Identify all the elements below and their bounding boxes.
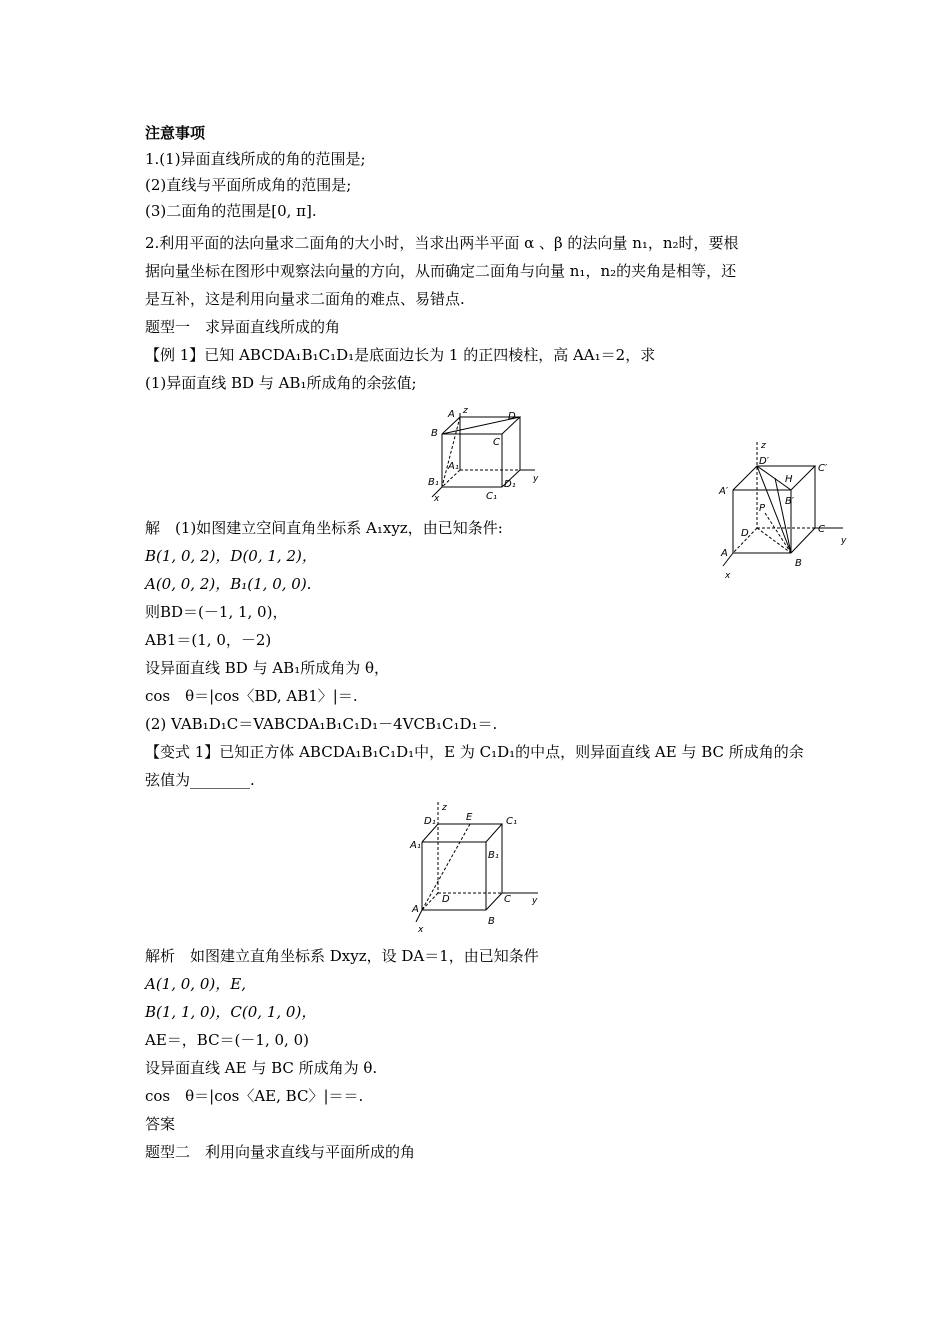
fig3-label-A1: A₁ <box>410 840 421 851</box>
variant1-answer-line-1: 解析 如图建立直角坐标系 Dxyz，设 DA＝1，由已知条件 <box>145 947 539 965</box>
figure-cube-e <box>408 798 548 938</box>
fig1-label-z: z <box>463 406 468 416</box>
variant1-answer-line-5: 设异面直线 AE 与 BC 所成角为 θ. <box>145 1059 378 1077</box>
fig3-label-x: x <box>418 925 424 935</box>
figure-cube-hp <box>715 438 850 583</box>
note-line-5: 据向量坐标在图形中观察法向量的方向，从而确定二面角与向量 n₁，n₂的夹角是相等，还 <box>145 262 737 280</box>
fig2-label-z: z <box>761 441 766 451</box>
solution1-line-5: AB1＝(1, 0，－2) <box>145 631 272 649</box>
fig3-label-B: B <box>488 916 495 927</box>
note-line-3: (3)二面角的范围是[0, π]. <box>145 202 317 220</box>
note-line-6: 是互补，这是利用向量求二面角的难点、易错点. <box>145 290 465 308</box>
fig3-label-z: z <box>442 803 447 813</box>
fig3-label-C: C <box>504 894 511 905</box>
fig2-label-P: P <box>759 503 766 514</box>
variant1-answer-line-2: A(1, 0, 0)，E, <box>145 975 246 993</box>
variant1-question-line-2: 弦值为________. <box>145 771 255 789</box>
type2-title: 题型二 利用向量求直线与平面所成的角 <box>145 1143 416 1161</box>
solution1-line-7: cos θ＝|cos〈BD, AB1〉|＝. <box>145 687 358 705</box>
fig1-label-D1: D₁ <box>504 479 516 490</box>
type1-title: 题型一 求异面直线所成的角 <box>145 318 341 336</box>
fig1-label-x: x <box>434 494 440 503</box>
solution1-line-8: (2) VAB₁D₁C＝VABCDA₁B₁C₁D₁－4VCB₁C₁D₁＝. <box>145 715 498 733</box>
variant1-answer-line-6: cos θ＝|cos〈AE, BC〉|＝＝. <box>145 1087 364 1105</box>
note-line-4: 2.利用平面的法向量求二面角的大小时，当求出两半平面 α 、β 的法向量 n₁，n₂时，要根 <box>145 234 739 252</box>
fig2-label-y: y <box>841 536 847 546</box>
fig3-label-D1: D₁ <box>424 816 436 827</box>
fig1-label-D: D <box>508 411 516 422</box>
fig2-label-C: C <box>818 524 825 535</box>
variant1-question-line-1: 【变式 1】已知正方体 ABCDA₁B₁C₁D₁中，E 为 C₁D₁的中点，则异面直线 AE 与 BC 所成角的余 <box>145 743 804 761</box>
fig1-label-y: y <box>533 474 539 484</box>
fig2-label-H: H <box>785 474 793 485</box>
fig2-label-B: B <box>795 558 802 569</box>
example1-statement: 【例 1】已知 ABCDA₁B₁C₁D₁是底面边长为 1 的正四棱柱，高 AA₁＝2，求 <box>145 346 656 364</box>
fig1-label-C1: C₁ <box>486 491 497 502</box>
variant1-answer-line-3: B(1, 1, 0)，C(0, 1, 0)， <box>145 1003 317 1021</box>
variant1-answer-line-4: AE＝，BC＝(－1, 0, 0) <box>145 1031 309 1049</box>
fig2-label-x: x <box>725 571 731 581</box>
fig3-label-C1: C₁ <box>506 816 517 827</box>
fig3-label-y: y <box>532 896 538 906</box>
fig2-label-Ap: A′ <box>719 486 729 497</box>
fig1-label-A1: A₁ <box>448 461 459 472</box>
solution1-line-1: 解 (1)如图建立空间直角坐标系 A₁xyz，由已知条件: <box>145 519 503 537</box>
figure-prism <box>420 405 540 503</box>
note-line-1: 1.(1)异面直线所成的角的范围是; <box>145 150 366 168</box>
fig1-label-B1: B₁ <box>428 477 439 488</box>
solution1-line-4: 则BD＝(－1, 1, 0)， <box>145 603 288 621</box>
fig2-label-Bp: B′ <box>785 496 795 507</box>
fig2-label-A: A <box>721 548 728 559</box>
solution1-line-3: A(0, 0, 2)，B₁(1, 0, 0). <box>145 575 312 593</box>
fig3-label-A: A <box>412 904 419 915</box>
variant1-answer-label: 答案 <box>145 1115 176 1133</box>
fig2-label-Dp: D′ <box>759 456 769 467</box>
fig2-label-Cp: C′ <box>818 463 828 474</box>
fig3-label-E: E <box>466 812 473 823</box>
fig1-label-B: B <box>431 428 438 439</box>
notes-heading: 注意事项 <box>145 124 206 142</box>
solution1-line-2: B(1, 0, 2)，D(0, 1, 2)， <box>145 547 317 565</box>
fig1-label-C: C <box>493 437 500 448</box>
fig1-label-A: A <box>448 409 455 420</box>
solution1-line-6: 设异面直线 BD 与 AB₁所成角为 θ， <box>145 659 390 677</box>
note-line-2: (2)直线与平面所成角的范围是; <box>145 176 352 194</box>
example1-question-1: (1)异面直线 BD 与 AB₁所成角的余弦值; <box>145 374 417 392</box>
fig3-label-D: D <box>442 894 450 905</box>
fig3-label-B1: B₁ <box>488 850 499 861</box>
fig2-label-D: D <box>741 528 749 539</box>
